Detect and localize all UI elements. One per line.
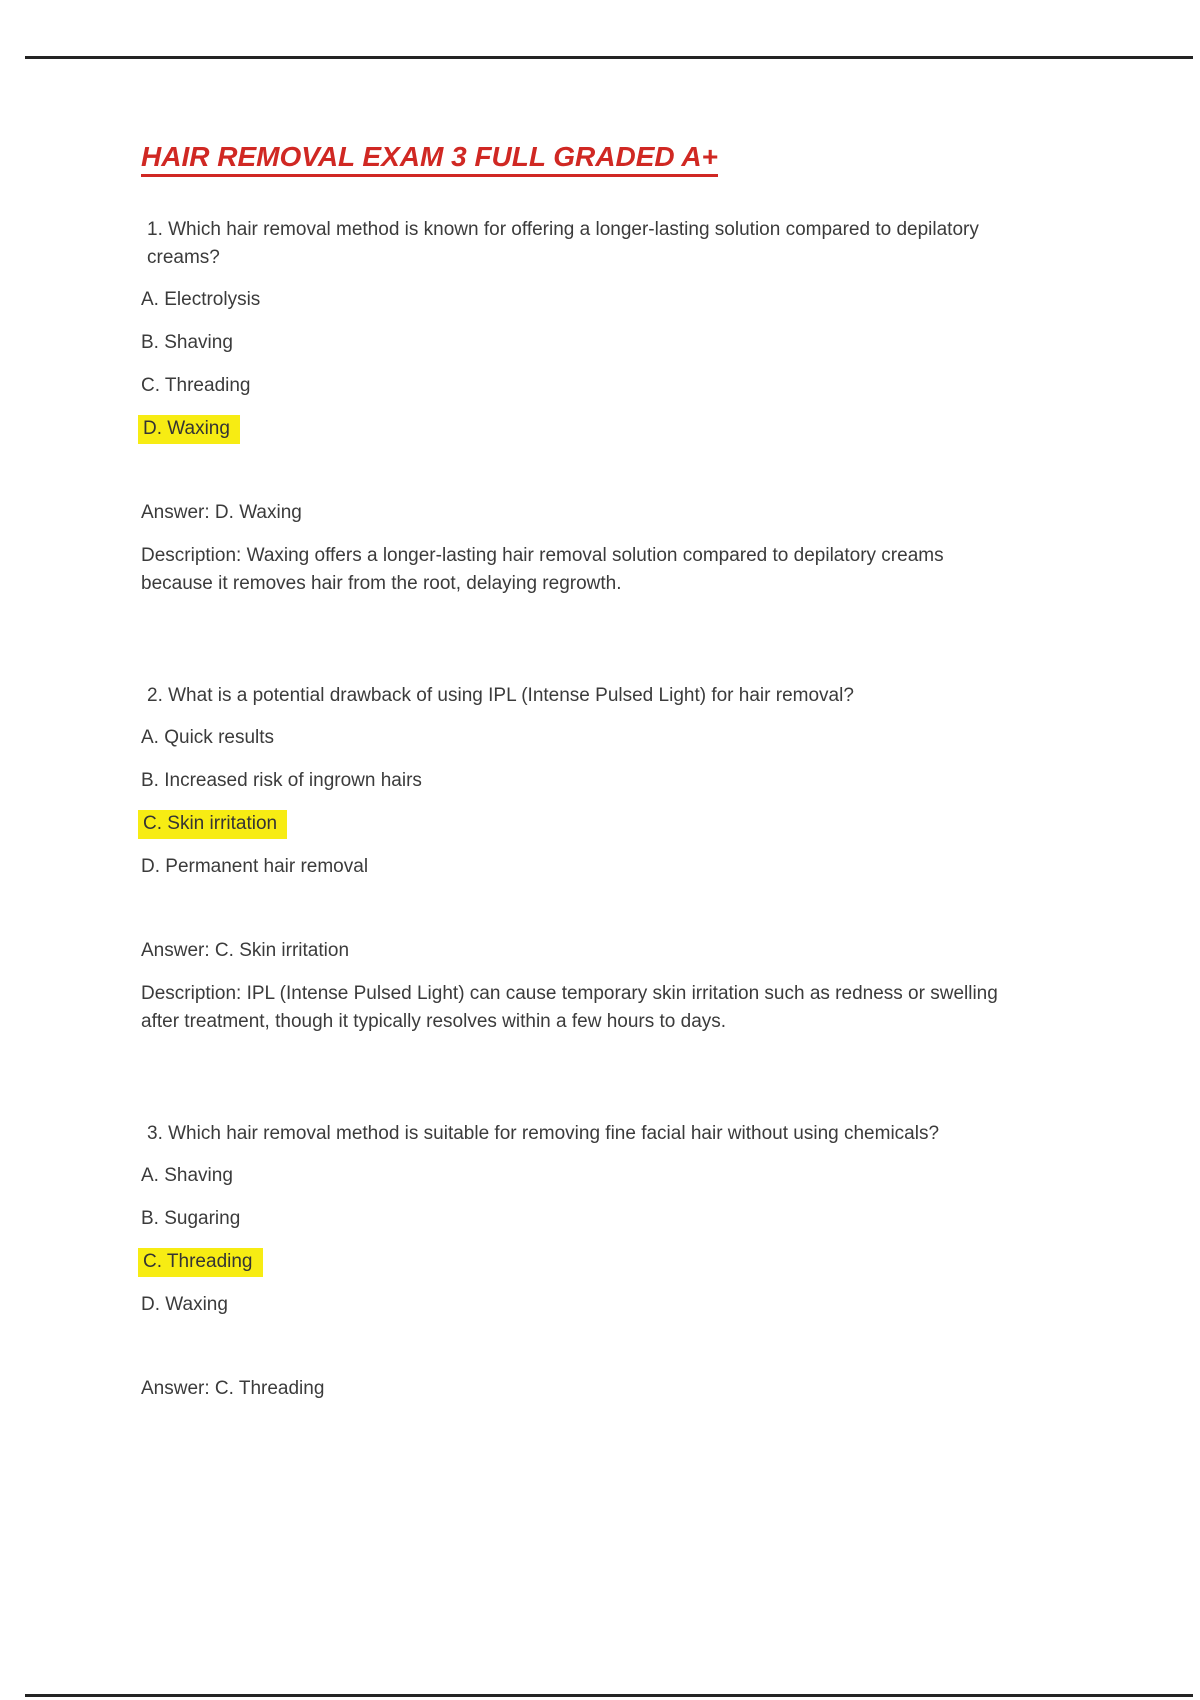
question-line: creams? <box>147 247 220 268</box>
option-b: B. Sugaring <box>141 1208 241 1229</box>
page-title <box>141 139 1093 175</box>
document-content <box>141 0 1093 1418</box>
description-line: Description: Waxing offers a longer-lasting hair removal solution compared to depilatory creams <box>141 545 944 566</box>
question-line: 1. Which hair removal method is known for offering a longer-lasting solution compared to depilatory <box>147 219 979 240</box>
description-line: Description: IPL (Intense Pulsed Light) can cause temporary skin irritation such as redness or swelling <box>141 983 998 1004</box>
question-line: 3. Which hair removal method is suitable for removing fine facial hair without using chemicals? <box>147 1123 940 1144</box>
description-text <box>141 980 1093 1036</box>
option-d-highlighted <box>141 415 1093 443</box>
option-b: B. Shaving <box>141 332 233 353</box>
question-text <box>141 1120 1093 1148</box>
option-a: A. Electrolysis <box>141 289 261 310</box>
answer-text: Answer: D. Waxing <box>141 502 302 523</box>
option-a: A. Quick results <box>141 727 275 748</box>
option-c-highlighted <box>141 1248 1093 1276</box>
question-block-1 <box>141 216 1093 598</box>
highlight-marker: D. Waxing <box>138 415 240 444</box>
answer-text: Answer: C. Threading <box>141 1378 325 1399</box>
option-c: C. Threading <box>141 375 251 396</box>
answer-text: Answer: C. Skin irritation <box>141 940 350 961</box>
option-d: D. Waxing <box>141 1294 228 1315</box>
highlight-marker: C. Skin irritation <box>138 810 287 839</box>
question-text <box>141 216 1093 272</box>
option-d: D. Permanent hair removal <box>141 856 369 877</box>
description-line: after treatment, though it typically resolves within a few hours to days. <box>141 1011 727 1032</box>
question-block-2 <box>141 682 1093 1036</box>
description-line: because it removes hair from the root, delaying regrowth. <box>141 573 622 594</box>
option-a: A. Shaving <box>141 1165 233 1186</box>
question-block-3 <box>141 1120 1093 1403</box>
question-line: 2. What is a potential drawback of using IPL (Intense Pulsed Light) for hair removal? <box>147 685 854 706</box>
question-text <box>141 682 1093 710</box>
page-title-text: HAIR REMOVAL EXAM 3 FULL GRADED A+ <box>141 141 718 177</box>
option-c-highlighted <box>141 810 1093 838</box>
option-b: B. Increased risk of ingrown hairs <box>141 770 422 791</box>
description-text <box>141 542 1093 598</box>
bottom-horizontal-rule <box>25 1694 1193 1697</box>
highlight-marker: C. Threading <box>138 1248 263 1277</box>
